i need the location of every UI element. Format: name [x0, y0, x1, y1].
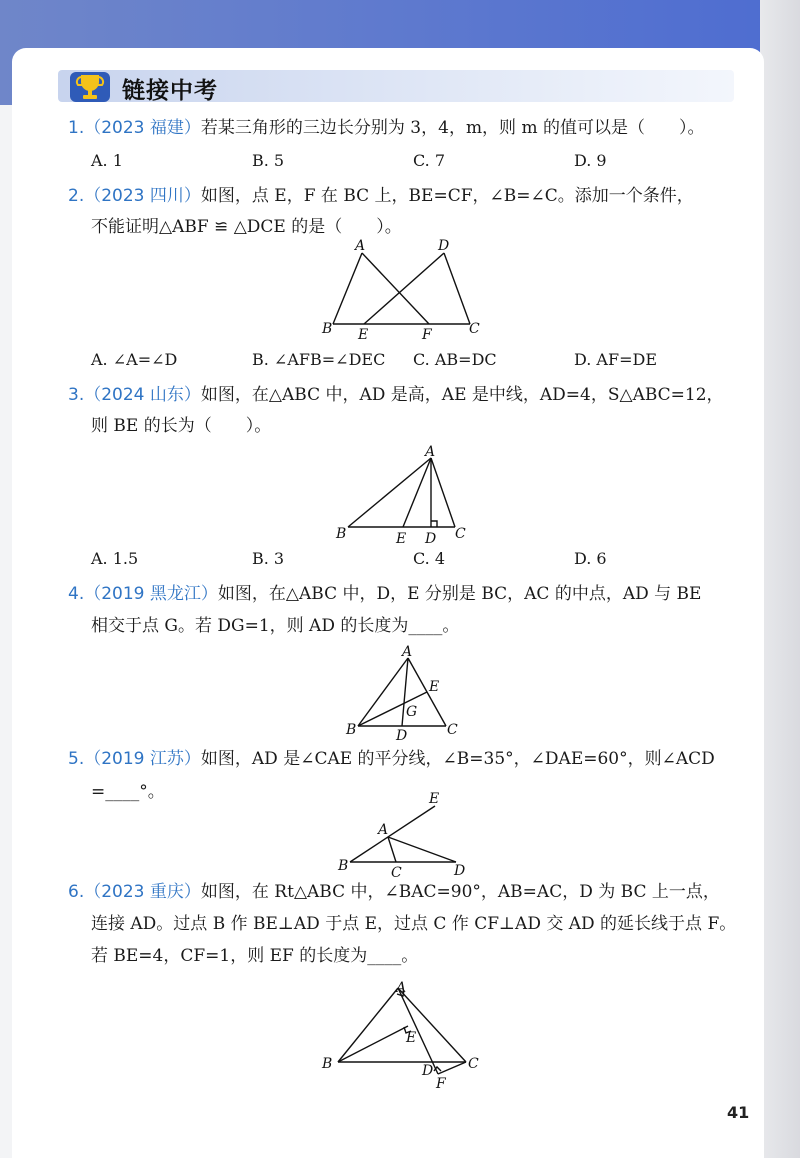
point-label: A: [378, 822, 389, 838]
question-text: 连接 AD。过点 B 作 BE⊥AD 于点 E，过点 C 作 CF⊥AD 交 AD 的延长线于点 F。: [91, 914, 737, 934]
option-d: D. 6: [574, 549, 607, 568]
question-source: （2023 重庆）: [84, 882, 201, 902]
figure-q2: [318, 236, 488, 346]
question-5-stem: [68, 747, 715, 771]
point-label: A: [396, 980, 407, 996]
question-source: （2024 山东）: [84, 385, 201, 405]
question-text: 若 BE=4，CF=1，则 EF 的长度为____。: [91, 946, 419, 966]
option-c: C. 4: [413, 549, 446, 568]
point-label: B: [346, 722, 357, 738]
page-edge: [760, 0, 800, 1158]
figure-q3: [334, 442, 474, 546]
question-number: 5.: [68, 749, 85, 769]
point-label: A: [355, 238, 366, 254]
point-label: C: [455, 526, 466, 542]
question-text: 如图，在 Rt△ABC 中，∠BAC=90°，AB=AC，D 为 BC 上一点，: [200, 882, 720, 902]
question-text: =____°。: [91, 782, 165, 802]
figure-q5: [334, 784, 474, 878]
point-label: E: [429, 679, 440, 695]
question-number: 3.: [68, 385, 85, 405]
question-4-stem: [68, 582, 701, 606]
option-b: B. 5: [252, 151, 285, 170]
point-label: E: [406, 1030, 417, 1046]
option-b: B. ∠AFB=∠DEC: [252, 350, 386, 369]
question-text: 如图，在△ABC 中，D，E 分别是 BC，AC 的中点，AD 与 BE: [217, 584, 702, 604]
point-label: A: [402, 644, 413, 660]
question-1-stem: [68, 116, 705, 140]
option-a: A. ∠A=∠D: [91, 350, 178, 369]
question-6-stem: [68, 880, 720, 904]
question-text: 则 BE 的长为（ ）。: [91, 416, 272, 436]
section-title: 链接中考: [122, 78, 218, 104]
question-text: 相交于点 G。若 DG=1，则 AD 的长度为____。: [91, 616, 460, 636]
question-2-stem: [68, 184, 694, 208]
point-label: B: [322, 1056, 333, 1072]
point-label: D: [425, 531, 437, 546]
question-text: 如图，AD 是∠CAE 的平分线，∠B=35°，∠DAE=60°，则∠ACD: [200, 749, 715, 769]
option-d: D. 9: [574, 151, 607, 170]
question-text: 如图，点 E，F 在 BC 上，BE=CF，∠B=∠C。添加一个条件，: [200, 186, 694, 206]
point-label: D: [396, 728, 408, 740]
point-label: C: [468, 1056, 479, 1072]
question-source: （2019 黑龙江）: [84, 584, 218, 604]
trophy-icon: [68, 66, 114, 106]
point-label: F: [422, 327, 432, 343]
question-text: 不能证明△ABF ≌ △DCE 的是（ ）。: [91, 217, 402, 237]
point-label: E: [429, 791, 440, 807]
question-source: （2023 四川）: [84, 186, 201, 206]
question-number: 1.: [68, 118, 85, 138]
point-label: D: [422, 1063, 434, 1079]
point-label: A: [425, 444, 436, 460]
option-d: D. AF=DE: [574, 350, 657, 369]
question-text: 如图，在△ABC 中，AD 是高，AE 是中线，AD=4，S△ABC=12，: [200, 385, 724, 405]
question-3-stem: [68, 383, 724, 407]
point-label: B: [338, 858, 349, 874]
question-source: （2023 福建）: [84, 118, 201, 138]
question-number: 4.: [68, 584, 85, 604]
point-label: E: [358, 327, 369, 343]
option-b: B. 3: [252, 549, 285, 568]
point-label: D: [454, 863, 466, 878]
point-label: C: [469, 321, 480, 337]
figure-q4: [344, 642, 464, 740]
option-a: A. 1.5: [91, 549, 139, 568]
question-number: 6.: [68, 882, 85, 902]
figure-q6: [318, 978, 490, 1090]
option-c: C. 7: [413, 151, 446, 170]
point-label: B: [322, 321, 333, 337]
question-number: 2.: [68, 186, 85, 206]
point-label: F: [436, 1076, 446, 1090]
point-label: G: [406, 704, 418, 720]
question-source: （2019 江苏）: [84, 749, 201, 769]
option-a: A. 1: [91, 151, 123, 170]
point-label: C: [391, 865, 402, 878]
point-label: B: [336, 526, 347, 542]
point-label: E: [396, 531, 407, 546]
page-number: 41: [727, 1103, 750, 1122]
point-label: C: [447, 722, 458, 738]
question-text: 若某三角形的三边长分别为 3，4，m，则 m 的值可以是（ ）。: [200, 118, 705, 138]
point-label: D: [438, 238, 450, 254]
option-c: C. AB=DC: [413, 350, 497, 369]
